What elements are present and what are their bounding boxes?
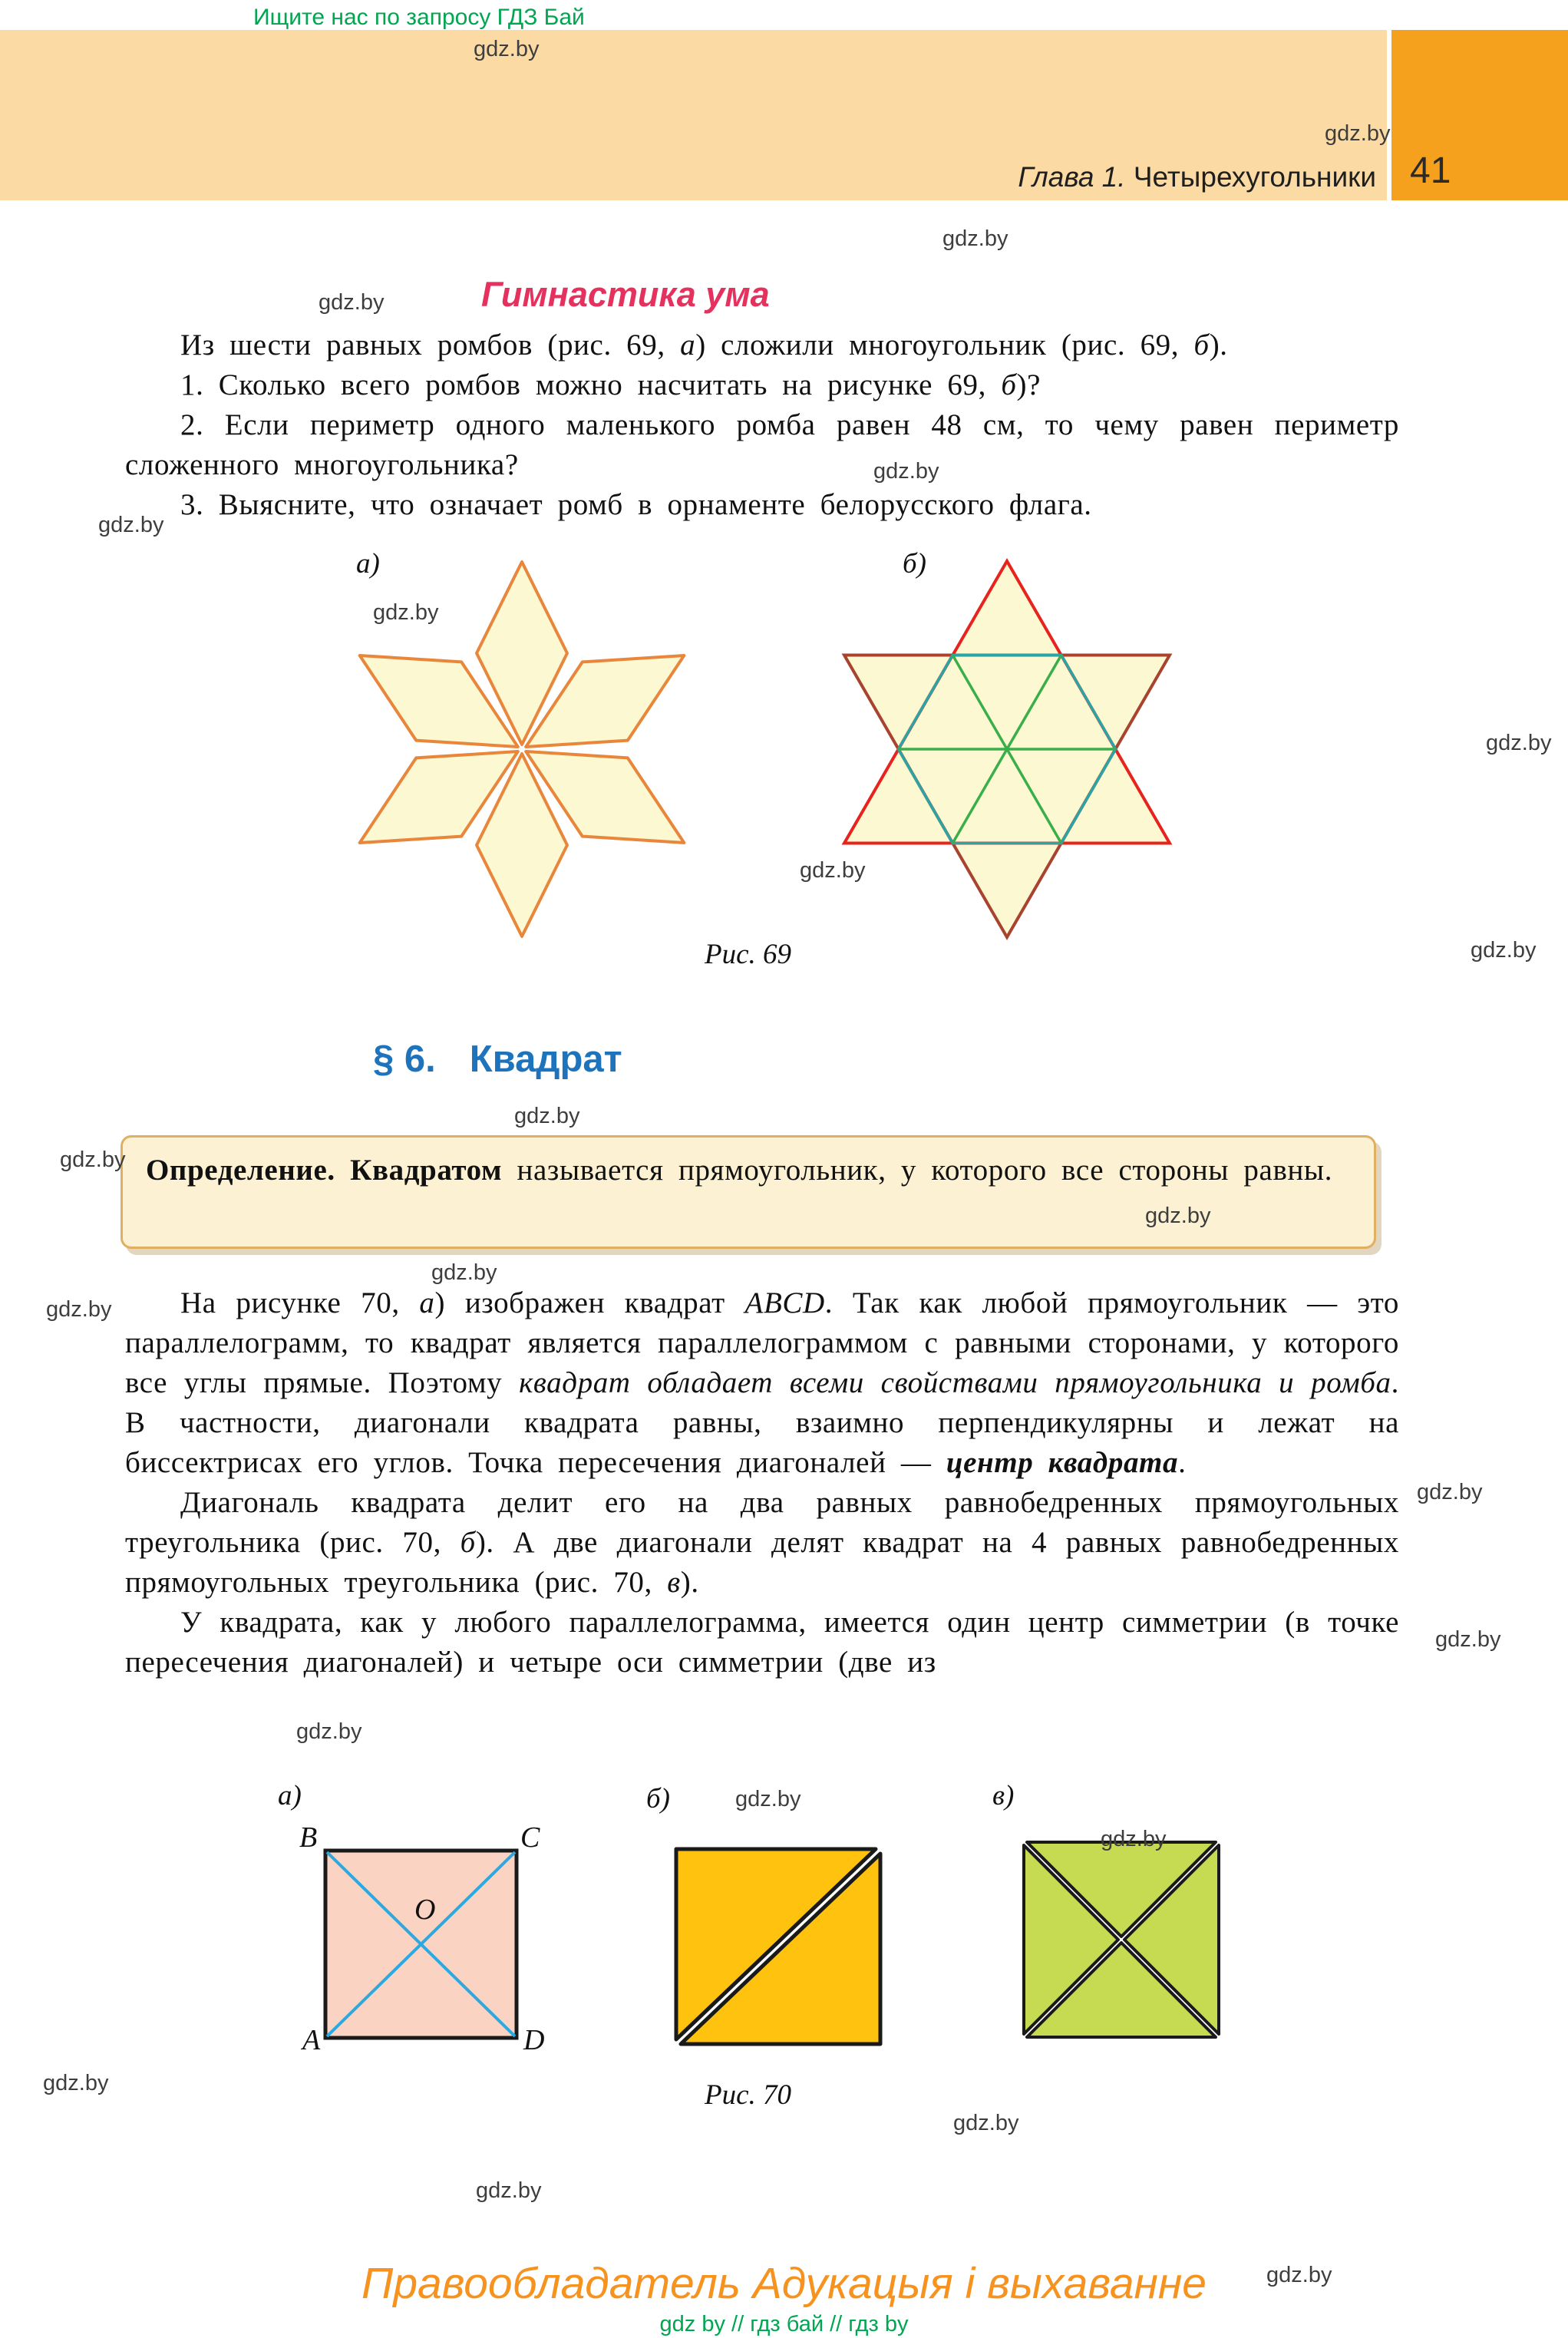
figure-70a-label: а) — [278, 1780, 302, 1811]
gymnastics-heading: Гимнастика ума — [481, 275, 770, 314]
figure-69-caption: Рис. 69 — [705, 939, 792, 970]
gdz-watermark: gdz.by — [46, 1297, 112, 1322]
section-6-heading — [373, 1038, 622, 1081]
gymnastics-text — [125, 325, 1399, 525]
gdz-watermark: gdz.by — [373, 600, 439, 625]
gdz-watermark: gdz.by — [431, 1260, 497, 1285]
gdz-watermark: gdz.by — [1266, 2263, 1332, 2287]
chapter-label: Глава 1. — [1018, 161, 1126, 193]
gdz-watermark: gdz.by — [60, 1148, 126, 1172]
page-number: 41 — [1410, 150, 1451, 191]
vertex-label-d: D — [523, 2024, 545, 2056]
gdz-watermark: gdz.by — [98, 513, 164, 537]
gym-question-3: 3. Выясните, что означает ромб в орнаменте белорусского флага. — [180, 488, 1092, 521]
figure-69a-label: а) — [356, 548, 380, 580]
paragraph-diagonals: Диагональ квадрата делит его на два равных равнобедренных прямоугольных треугольника (рис. 70, б). А две диагонали делят квадрат на 4 равных равнобедренных прямоугольных треугольника (рис. 70, в). — [125, 1486, 1399, 1599]
gdz-watermark: gdz.by — [1101, 1827, 1167, 1851]
gdz-watermark: gdz.by — [319, 290, 385, 315]
footer-links: gdz by // гдз бай // гдз by — [659, 2312, 909, 2336]
gdz-watermark: gdz.by — [43, 2071, 109, 2095]
gym-question-1: 1. Сколько всего ромбов можно насчитать на рисунке 69, б)? — [180, 368, 1041, 401]
gdz-watermark: gdz.by — [735, 1787, 801, 1811]
figure-70b-label: б) — [646, 1783, 670, 1815]
gym-question-2: 2. Если периметр одного маленького ромба равен 48 см, то чему равен периметр сложенного многоугольника? — [125, 408, 1399, 481]
vertex-label-a: A — [302, 2024, 321, 2056]
definition-box — [120, 1135, 1376, 1249]
gdz-watermark: gdz.by — [942, 226, 1008, 251]
section-title-text: Квадрат — [469, 1039, 622, 1080]
section-number: § 6. — [373, 1039, 436, 1080]
definition-text: Определение. Квадратом называется прямоугольник, у которого все стороны равны. — [146, 1154, 1333, 1187]
gdz-watermark: gdz.by — [474, 37, 540, 61]
center-label-o: O — [414, 1894, 436, 1926]
paragraph-symmetry: У квадрата, как у любого параллелограмма, имеется один центр симметрии (в точке пересечения диагоналей) и четыре оси симметрии (две из — [125, 1606, 1399, 1679]
figure-70-caption: Рис. 70 — [705, 2079, 792, 2111]
vertex-label-c: C — [520, 1821, 540, 1854]
figure-70a-square-abcd — [323, 1848, 519, 2040]
gdz-watermark: gdz.by — [1471, 938, 1537, 963]
section-body-text — [125, 1283, 1399, 1683]
gdz-watermark: gdz.by — [514, 1104, 580, 1128]
vertex-label-b: B — [299, 1821, 318, 1854]
figure-69b-label: б) — [903, 548, 926, 580]
chapter-title: Четырехугольники — [1125, 161, 1376, 193]
gym-intro: Из шести равных ромбов (рис. 69, а) сложили многоугольник (рис. 69, б). — [180, 329, 1228, 362]
chapter-heading — [1018, 161, 1376, 193]
gdz-watermark: gdz.by — [296, 1719, 362, 1744]
gdz-watermark: gdz.by — [1435, 1627, 1501, 1652]
top-search-note: Ищите нас по запросу ГДЗ Бай — [253, 5, 585, 30]
figure-70b-square-halves — [674, 1847, 883, 2046]
gdz-watermark: gdz.by — [1417, 1480, 1483, 1504]
gdz-watermark: gdz.by — [1486, 731, 1552, 755]
gdz-watermark: gdz.by — [476, 2178, 542, 2203]
gdz-watermark: gdz.by — [1145, 1204, 1211, 1228]
figure-70c-square-quarters — [1021, 1839, 1222, 2040]
page-number-block — [1391, 30, 1568, 200]
publisher-line: Правообладатель Адукацыя і выхаванне — [361, 2259, 1207, 2308]
gdz-watermark: gdz.by — [953, 2111, 1019, 2135]
figure-69b-star-polygon — [838, 557, 1176, 949]
gdz-watermark: gdz.by — [800, 858, 866, 883]
gdz-watermark: gdz.by — [1325, 121, 1391, 146]
figure-70c-label: в) — [992, 1780, 1015, 1811]
paragraph-square-properties: На рисунке 70, а) изображен квадрат ABCD. Так как любой прямоугольник — это параллелограмм, то квадрат является параллелограммом с равными сторонами, у которого все углы прямые. Поэтому квадрат обладает всеми свойствами прямоугольника и ромба. В частности, диагонали квадрата равны, взаимно перпендикулярны и лежат на биссектрисах его углов. Точка пересечения диагоналей — центр квадрата. — [125, 1286, 1400, 1479]
gdz-watermark: gdz.by — [873, 459, 939, 484]
